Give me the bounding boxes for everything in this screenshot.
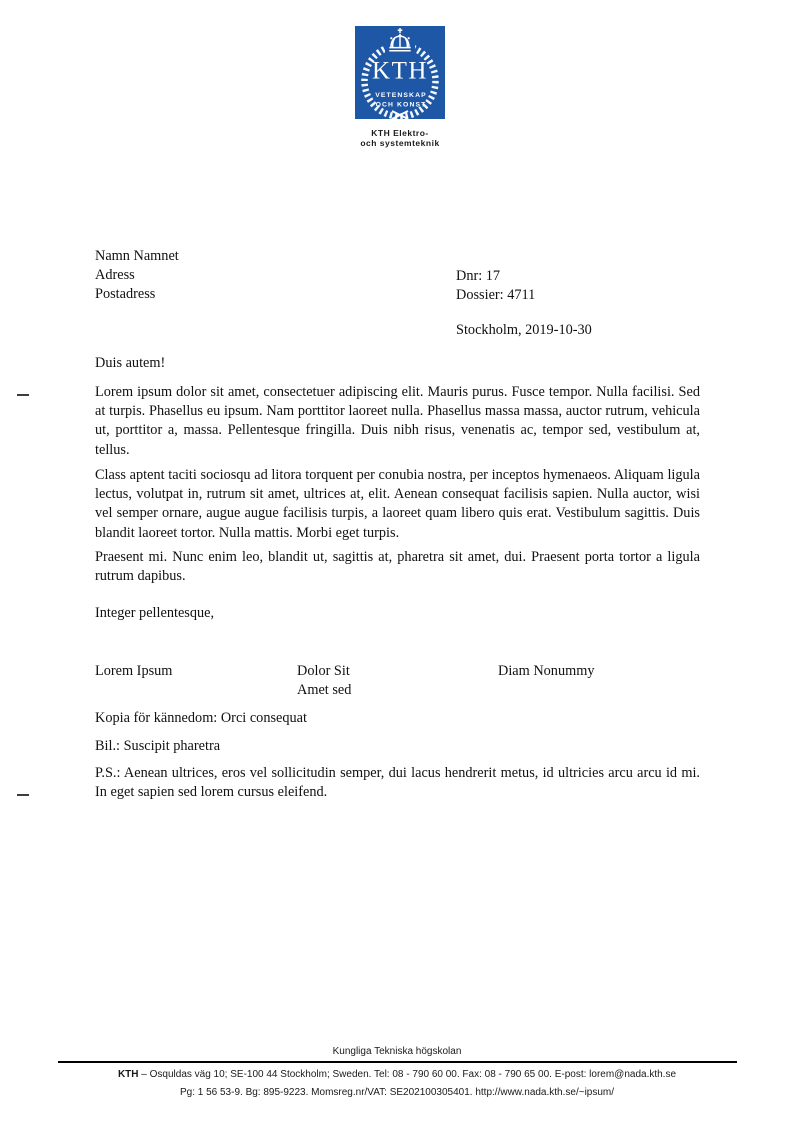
- signature-column: [95, 662, 172, 681]
- signature-column: [297, 662, 351, 700]
- postscript: P.S.: Aenean ultrices, eros vel sollicitudin semper, dui lacus hendrerit metus, id ultricies arcu arcu id mi. In eget sapien sed lorem cursus eleifend.: [95, 765, 700, 801]
- footer-contact-text: – Osquldas väg 10; SE-100 44 Stockholm; Sweden. Tel: 08 - 790 60 00. Fax: 08 - 790 65 00. E-post: lorem@nada.kth.se: [138, 1069, 677, 1080]
- recipient-block: [95, 247, 179, 305]
- reference-block: [456, 267, 535, 305]
- footer-contact-line: [0, 1069, 794, 1080]
- fold-mark-lower: [17, 794, 29, 796]
- signatory-name: Lorem Ipsum: [95, 663, 173, 679]
- footer-rule: [58, 1061, 737, 1063]
- kth-logo-wordmark: KTH: [372, 57, 428, 85]
- closing-line: Integer pellentesque,: [95, 605, 215, 621]
- dateline: Stockholm, 2019-10-30: [456, 322, 592, 338]
- letterhead: [327, 26, 473, 148]
- department-line1: KTH Elektro-: [371, 128, 429, 138]
- body-paragraph: Class aptent taciti sociosqu ad litora torquent per conubia nostra, per inceptos hymenaeos. Aliquam ligula lectus, volutpat in, rutrum sit amet, ultrices at, elit. Aenean consequat facilisis sapien. Nulla auctor, wisi vel semper ornare, augue augue facilisis turpis, a laoreet quam libero quis erat. Vestibulum sagittis. Duis blandit laoreet tortor. Nulla mattis. Morbi eget turpis.: [95, 467, 700, 541]
- signatory-name: Dolor Sit: [297, 663, 350, 679]
- signature-column: [498, 662, 595, 681]
- footer-brand: KTH: [117, 1069, 139, 1080]
- department-line2: och systemteknik: [360, 138, 440, 148]
- body-paragraph: Lorem ipsum dolor sit amet, consectetuer adipiscing elit. Mauris purus. Fusce tempor. Nulla facilisi. Sed at turpis. Phasellus eu ipsum. Nam porttitor laoreet nulla. Phasellus massa massa, auctor rutrum, vehicula ut, porttitor a, massa. Pellentesque fringilla. Duis nibh risus, venenatis ac, tempor sed, vestibulum at, tellus.: [95, 384, 700, 458]
- signatory-name: Diam Nonummy: [498, 663, 595, 679]
- recipient-address: Adress: [95, 267, 135, 284]
- footer-registry-line: Pg: 1 56 53-9. Bg: 895-9223. Momsreg.nr/VAT: SE202100305401. http://www.nada.kth.se/~ipsum/: [179, 1087, 615, 1098]
- enclosure-line: Bil.: Suscipit pharetra: [95, 738, 221, 754]
- footer-institution: Kungliga Tekniska högskolan: [332, 1046, 462, 1057]
- fold-mark-upper: [17, 394, 29, 396]
- salutation: Duis autem!: [95, 355, 166, 371]
- department-caption: [360, 128, 439, 148]
- cc-line: Kopia för kännedom: Orci consequat: [95, 710, 308, 726]
- motto-line2: OCH KONST: [375, 101, 427, 109]
- recipient-name: Namn Namnet: [95, 248, 179, 264]
- recipient-postal-address: Postadress: [95, 286, 156, 303]
- dossier-line: Dossier: 4711: [456, 287, 536, 304]
- motto-line1: VETENSKAP: [375, 92, 427, 99]
- kth-logo: [355, 26, 445, 119]
- signatory-title: Amet sed: [297, 682, 352, 699]
- body-paragraph: Praesent mi. Nunc enim leo, blandit ut, sagittis at, pharetra sit amet, dui. Praesent porta tortor a ligula rutrum dapibus.: [95, 549, 700, 585]
- dnr-line: Dnr: 17: [456, 268, 501, 284]
